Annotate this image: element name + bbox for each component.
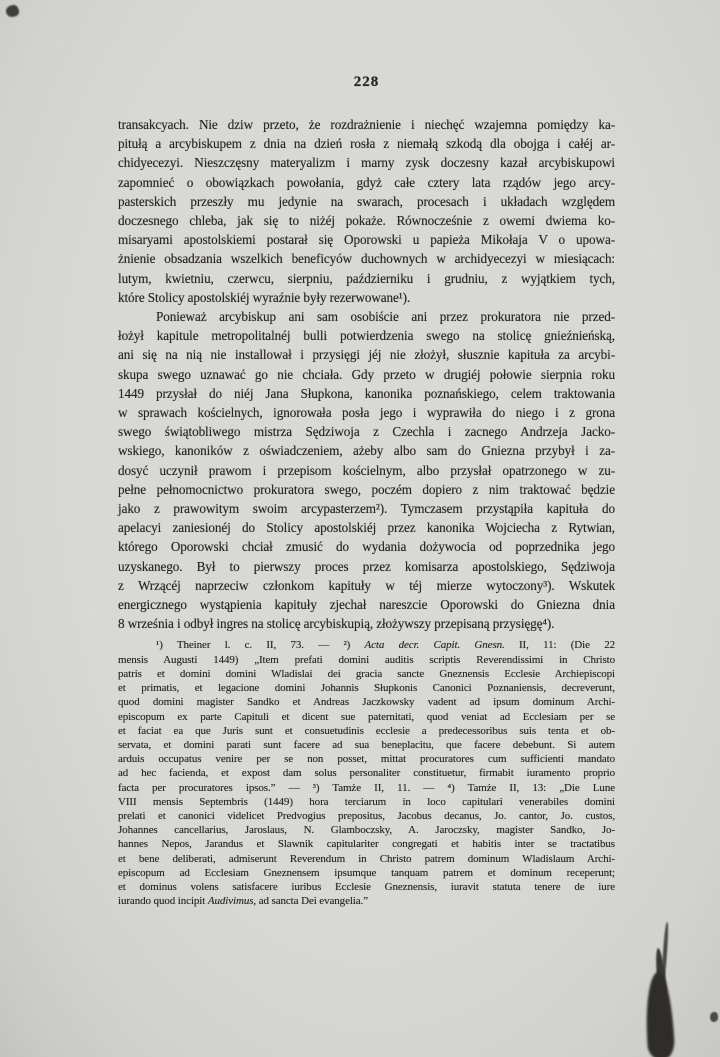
paragraph-2 — [118, 307, 615, 633]
text-line: 1449 przysłał do niéj Jana Słupkona, kanonika poznańskiego, celem traktowania — [118, 385, 615, 401]
text-line: arduis occupatus venire per se non posset, mittat procuratores cum sufficienti mandato — [118, 753, 615, 766]
ink-stain-drip-point — [654, 948, 668, 995]
text-line: servata, et domini parati sunt facere ad sua beneplacitu, que facere debebunt. Si autem — [118, 738, 615, 751]
text-line: prelati et canonici videlicet Predvogius prepositus, Jacobus decanus, Jo. cantor, Jo. custos, — [118, 809, 615, 822]
ink-stain-drip-tail — [661, 922, 669, 984]
text-line: dosyć uczynił prawom i przepisom kościelnym, albo przysłał opatrzonego w zu- — [118, 462, 615, 478]
text-line: iurando quod incipit Audivimus, ad sancta Dei evangelia.” — [118, 895, 368, 908]
text-line: swego świątobliwego mistrza Sędziwoja z Czechla i zacnego Andrzeja Jacko- — [118, 424, 615, 440]
text-line: lutym, kwietniu, czerwcu, sierpniu, październiku i grudniu, z wyjątkiem tych, — [118, 270, 615, 286]
text-line: które Stolicy apostolskiéj wyraźnie były rezerwowane¹). — [118, 289, 411, 305]
text-line: apelacyi zaniesionéj do Stolicy apostolskiéj przez kanonika Wojciecha z Rytwian, — [118, 520, 615, 536]
text-line: którego Oporowski chciał zmusić do wydania dożywocia od poprzednika jego — [118, 539, 615, 555]
ink-speck-right-edge — [710, 1012, 718, 1022]
text-line: facta per procuratores ipsos.” — ³) Tamże II, 11. — ⁴) Tamże II, 13: „Die Lune — [118, 781, 615, 794]
text-line: episcopum ex parte Capituli et dicent sue paternitati, quod veniat ad Ecclesiam per se — [118, 710, 615, 723]
text-line: et bene deliberati, admiserunt Reverendum in Christo patrem dominum Wladislaum Archi- — [118, 852, 615, 865]
page-number: 228 — [353, 74, 380, 90]
text-line: ani się na nią nie installował i przysięgi jéj nie złożył, słusznie kapituła za arcybi- — [118, 347, 615, 363]
text-line: doczesnego chleba, jak się to niżéj pokaże. Równocześnie z owemi dwiema ko- — [118, 213, 615, 229]
text-line: quod domini magister Sandko et Andreas Jaczkowsky vadent ad ipsum dominum Archi- — [118, 696, 615, 709]
text-line: łożył kapitule metropolitalnéj bulli potwierdzenia swego na stolicę gnieźnieńską, — [118, 328, 615, 344]
text-line: uzyskanego. Był to pierwszy proces przez komisarza apostolskiego, Sędziwoja — [118, 558, 615, 574]
text-line: energicznego wystąpienia kapituły zjechał nareszcie Oporowski do Gniezna dnia — [118, 597, 615, 613]
text-line: patris et domini domini Wladislai dei gracia sancte Gneznensis Ecclesie Archiepiscopi — [118, 667, 615, 680]
text-line: hannes Nepos, Jarandus et Slawnik capitulariter congregati et habitis inter se tractatibus — [118, 838, 615, 851]
text-line: Johannes cancellarius, Jaroslaus, N. Glamboczsky, A. Jaroczsky, magister Sandko, Jo- — [118, 824, 615, 837]
text-line: et primatis, et legacione domini Johannis Słupkonis Canonici Poznaniensis, decreverunt, — [118, 682, 615, 695]
text-line: et dominus volens satisfacere iuribus Ecclesie Gneznensis, iuravit statuta tenere de iure — [118, 880, 615, 893]
text-line: żnienie obsadzania wszelkich beneficyów duchownych w archidyecezyi w miesiącach: — [118, 251, 615, 267]
text-line: et faciat ea que Juris sunt et consuetudinis ecclesie a predecessoribus suis tenta et ob- — [118, 724, 615, 737]
text-line: z Wrzącéj naprzeciw członkom kapituły w téj mierze wytoczony³). Wskutek — [118, 577, 615, 593]
ink-stain-top-left — [6, 5, 19, 17]
text-line: VIII mensis Septembris (1449) hora terciarum in loco capitulari venerabiles domini — [118, 795, 615, 808]
text-line: episcopum ad Ecclesiam Gneznensem ipsumque tanquam patrem et dominum receperunt; — [118, 866, 615, 879]
text-line: pitułą a arcybiskupem z dnia na dzień rosła z niemałą szkodą dla obojga i całéj ar- — [118, 136, 615, 152]
text-line: misaryami apostolskiemi postarał się Oporowski u papieża Mikołaja V o upowa- — [118, 232, 615, 248]
text-line: transakcyach. Nie dziw przeto, że rozdrażnienie i niechęć wzajemna pomiędzy ka- — [118, 117, 615, 132]
text-line: chidyecezyi. Nieszczęsny materyalizm i marny zysk doczesny kazał arcybiskupowi — [118, 155, 615, 171]
text-line: ¹) Theiner l. c. II, 73. — ²) Acta decr. Capit. Gnesn. II, 11: (Die 22 — [156, 639, 616, 652]
text-line: Ponieważ arcybiskup ani sam osobiście ani przez prokuratora nie przed- — [156, 309, 615, 325]
text-line: skupa swego uznawać go nie chciała. Gdy przeto w drugiéj połowie sierpnia roku — [118, 366, 615, 382]
ink-stain-bottom-right — [644, 971, 676, 1057]
footnote-block — [118, 638, 615, 908]
text-line: pełne pełnomocnictwo prokuratora swego, poczém dopiero z nim traktować będzie — [118, 481, 615, 497]
text-line: mensis Augusti 1449) „Item prefati domini auditis scriptis Reverendissimi in Christo — [118, 653, 615, 666]
text-line: w sprawach kościelnych, ignorowała posła jego i wyprawiła do niego i z grona — [118, 405, 615, 421]
text-line: pasterskich przeszły mu jedynie na swarach, procesach i układach względem — [118, 193, 615, 209]
text-line: ad hec facienda, et expost dam solus personaliter constituetur, firmabit iuramento proprio — [118, 767, 615, 780]
text-line: jako z prawowitym swoim arcypasterzem²). Tymczasem przystąpiła kapituła do — [118, 501, 615, 517]
text-column — [118, 115, 615, 908]
text-line: zapomnieć o obowiązkach powołania, gdyż całe cztery lata rządów jego arcy- — [118, 174, 615, 190]
text-line: wskiego, kanoników z oświadczeniem, ażeby albo sam do Gniezna przybył i za- — [118, 443, 615, 459]
paragraph-1 — [118, 115, 615, 307]
text-line: 8 września i odbył ingres na stolicę arcybiskupią, złożywszy przepisaną przysięgę⁴). — [118, 616, 555, 632]
